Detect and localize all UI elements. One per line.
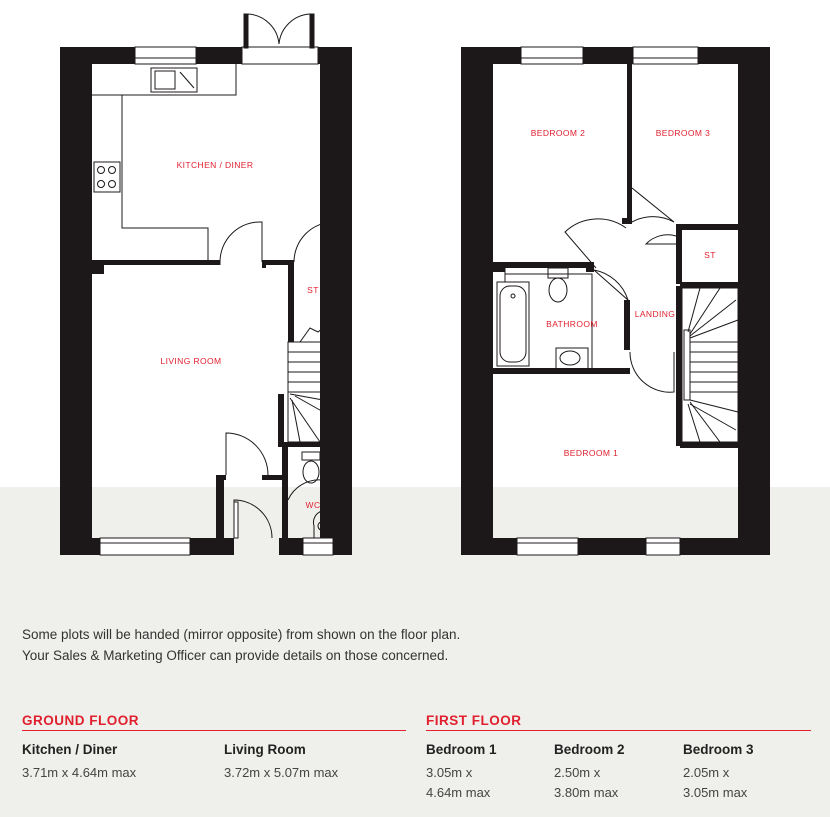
room-dim-bedroom-2-line2: 3.80m max (554, 785, 619, 800)
room-name-bedroom-1: Bedroom 1 (426, 742, 497, 757)
room-label-st-ground: ST (307, 285, 319, 295)
note-line-2: Your Sales & Marketing Officer can provide details on those concerned. (22, 648, 449, 663)
first-floor-rule (426, 730, 811, 731)
room-name-bedroom-3: Bedroom 3 (683, 742, 754, 757)
first-floor-title: FIRST FLOOR (426, 713, 522, 728)
first-outer-walls (461, 47, 770, 555)
room-dim-living-room: 3.72m x 5.07m max (224, 765, 339, 780)
ground-floor-title: GROUND FLOOR (22, 713, 139, 728)
room-dim-bedroom-3-line2: 3.05m max (683, 785, 748, 800)
room-label-living-room: LIVING ROOM (160, 356, 222, 366)
french-doors (244, 14, 314, 48)
first-stairs (682, 288, 738, 442)
room-label-bedroom-2: BEDROOM 2 (530, 128, 586, 138)
first-interior-walls (493, 64, 738, 448)
room-name-living-room: Living Room (224, 742, 306, 757)
room-dim-bedroom-2-line1: 2.50m x (554, 765, 601, 780)
first-doors (565, 188, 676, 392)
room-label-bathroom: BATHROOM (546, 319, 598, 329)
room-dim-bedroom-3 (683, 763, 747, 803)
room-label-kitchen-diner: KITCHEN / DINER (176, 160, 254, 170)
ground-outer-walls (60, 47, 352, 555)
note-line-1: Some plots will be handed (mirror opposite) from shown on the floor plan. (22, 627, 461, 642)
room-label-landing: LANDING (634, 309, 676, 319)
room-dim-bedroom-1-line2: 4.64m max (426, 785, 491, 800)
room-label-wc: WC (305, 500, 321, 510)
handing-note (22, 624, 460, 666)
room-dim-bedroom-1-line1: 3.05m x (426, 765, 473, 780)
room-label-st-first: ST (704, 250, 716, 260)
first-floor-plan (461, 47, 770, 555)
room-dim-kitchen-diner: 3.71m x 4.64m max (22, 765, 137, 780)
ground-floor-plan (60, 14, 352, 555)
room-dim-bedroom-1 (426, 763, 490, 803)
room-name-kitchen-diner: Kitchen / Diner (22, 742, 118, 757)
first-windows (517, 47, 698, 555)
room-dim-bedroom-2 (554, 763, 618, 803)
room-name-bedroom-2: Bedroom 2 (554, 742, 625, 757)
ground-doors (220, 222, 334, 538)
ground-floor-rule (22, 730, 406, 731)
room-dim-bedroom-3-line1: 2.05m x (683, 765, 730, 780)
bathroom-fixtures (497, 268, 592, 368)
room-label-bedroom-3: BEDROOM 3 (655, 128, 711, 138)
room-label-bedroom-1: BEDROOM 1 (563, 448, 619, 458)
